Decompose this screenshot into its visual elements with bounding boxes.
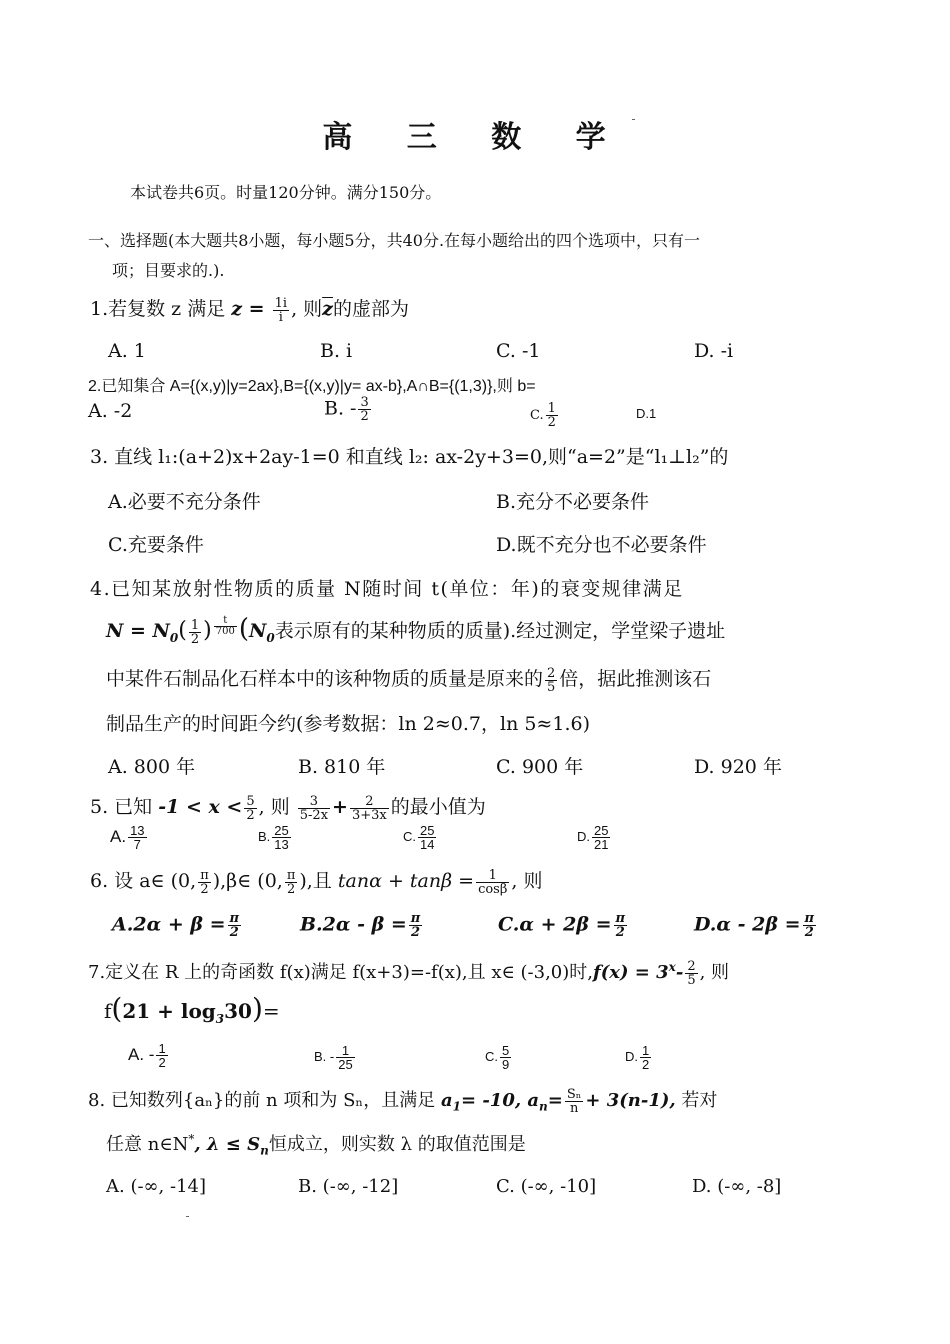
q6-option-a: A.2α + β = $\frac{\pi}{2}$ — [112, 911, 240, 940]
q1-stem: 1.若复数 z 满足 — [90, 298, 226, 320]
q3-option-a: A.必要不充分条件 — [108, 491, 261, 513]
question-7-line1: 7.定义在 R 上的奇函数 f(x)满足 f(x+3)=-f(x),且 x∈ (-3,0)时$,f(x) = 3^x-$ $\frac{2}{5}$ , 则 — [88, 958, 730, 988]
q4-option-d: D. 920 年 — [694, 756, 782, 778]
q8-option-b: B. (-∞, -12] — [298, 1176, 399, 1197]
q1-option-d: D. -i — [694, 340, 734, 362]
stray-dot — [186, 1216, 189, 1217]
section-heading-line1: 一、选择题(本大题共8小题，每小题5分，共40分.在每小题给出的四个选项中，只有一 — [88, 231, 701, 250]
q5-option-d: D. $\frac{25}{21}$ — [577, 823, 609, 852]
question-4-line1: 4.已知某放射性物质的质量 N随时间 t(单位：年)的衰变规律满足 — [90, 578, 684, 600]
q5-option-a: A. $\frac{13}{7}$ — [110, 823, 145, 852]
question-7-line2: $f(21 + \log_330)=$ — [104, 992, 280, 1026]
q8-option-a: A. (-∞, -14] — [106, 1176, 206, 1197]
q1-post: 的虚部为 — [332, 298, 409, 320]
q7-option-a: A. - $\frac{1}{2}$ — [128, 1041, 166, 1070]
question-5: 5. 已知 -1 < x < $\frac{5}{2}$ , 则 $\frac{3}{5-2x}$ + $\frac{2}{3+3x}$ 的最小值为 — [90, 793, 486, 823]
question-4-line4: 制品生产的时间距今约(参考数据：ln 2≈0.7，ln 5≈1.6) — [106, 713, 590, 735]
q5-option-b: B. $\frac{25}{13}$ — [258, 823, 289, 852]
q4-option-a: A. 800 年 — [108, 756, 196, 778]
q2-option-c: C. $\frac{1}{2}$ — [530, 401, 556, 430]
q4-option-b: B. 810 年 — [298, 756, 386, 778]
question-4-line2: $N = N_0$( $\frac{1}{2}$ ) $^{\frac{t}{700}}$ ($N_0$表示原有的某种物质的质量).经过测定，学堂梁子遗址 — [106, 614, 726, 647]
q1-option-b: B. i — [320, 340, 353, 362]
stray-dot — [632, 119, 635, 120]
question-3: 3. 直线 l₁:(a+2)x+2ay-1=0 和直线 l₂: ax-2y+3=0,则“a=2”是“l₁⊥l₂”的 — [90, 446, 729, 468]
q7-option-b: B. - $\frac{1}{25}$ — [314, 1043, 353, 1072]
question-1 — [90, 294, 409, 324]
section-heading-line2: 项；目要求的.). — [112, 261, 225, 280]
q5-option-c: C. $\frac{25}{14}$ — [403, 823, 435, 852]
q3-option-b: B.充分不必要条件 — [496, 491, 650, 513]
q7-option-c: C. $\frac{5}{9}$ — [485, 1043, 510, 1072]
q6-option-c: C.α + 2β = $\frac{\pi}{2}$ — [498, 911, 626, 940]
q2-option-a: A. -2 — [88, 400, 133, 422]
question-2: 2.已知集合 A={(x,y)|y=2ax},B={(x,y)|y= ax-b},A∩B={(1,3)},则 b= — [88, 378, 536, 395]
question-6: 6. 设 a∈ (0, $\frac{\pi}{2}$ ),β∈ (0, $\frac{\pi}{2}$ ),且 tanα + tanβ = $\frac{1}{\cos\beta}$ , 则 — [90, 867, 543, 897]
q6-option-d: D.α - 2β = $\frac{\pi}{2}$ — [694, 911, 815, 940]
q3-option-c: C.充要条件 — [108, 534, 204, 556]
q1-zbar: $\overline{z}$ — [322, 298, 333, 320]
q1-option-c: C. -1 — [496, 340, 541, 362]
question-8-line2: 任意 n∈N*, $\lambda \le S_n$恒成立，则实数 λ 的取值范围是 — [106, 1132, 526, 1158]
question-4-line3: 中某件石制品化石样本中的该种物质的质量是原来的 $\frac{2}{5}$ 倍，据此推测该石 — [106, 665, 712, 695]
q1-expr: z = — [231, 298, 265, 320]
q2-option-b: B. - $\frac{3}{2}$ — [324, 395, 369, 424]
q6-option-b: B.2α - β = $\frac{\pi}{2}$ — [300, 911, 421, 940]
q3-option-d: D.既不充分也不必要条件 — [496, 534, 707, 556]
q4-option-c: C. 900 年 — [496, 756, 584, 778]
question-8-line1: 8. 已知数列{aₙ}的前 n 项和为 Sₙ，且满足 $a_1= -10$, $a_n=$ $\frac{\text{Sₙ}}{n}$ + 3(n-1), 若对 — [88, 1086, 718, 1116]
q8-option-c: C. (-∞, -10] — [496, 1176, 597, 1197]
page-title: 高 三 数 学 — [322, 120, 628, 155]
q8-option-d: D. (-∞, -8] — [692, 1176, 782, 1197]
q7-option-d: D. $\frac{1}{2}$ — [625, 1043, 650, 1072]
q1-mid: , 则 — [291, 298, 323, 320]
q2-option-d: D.1 — [636, 406, 657, 421]
q1-option-a: A. 1 — [108, 340, 146, 362]
q1-fraction: $\frac{1i}{i}$ — [274, 295, 288, 325]
exam-info: 本试卷共6页。时量120分钟。满分150分。 — [130, 183, 442, 202]
